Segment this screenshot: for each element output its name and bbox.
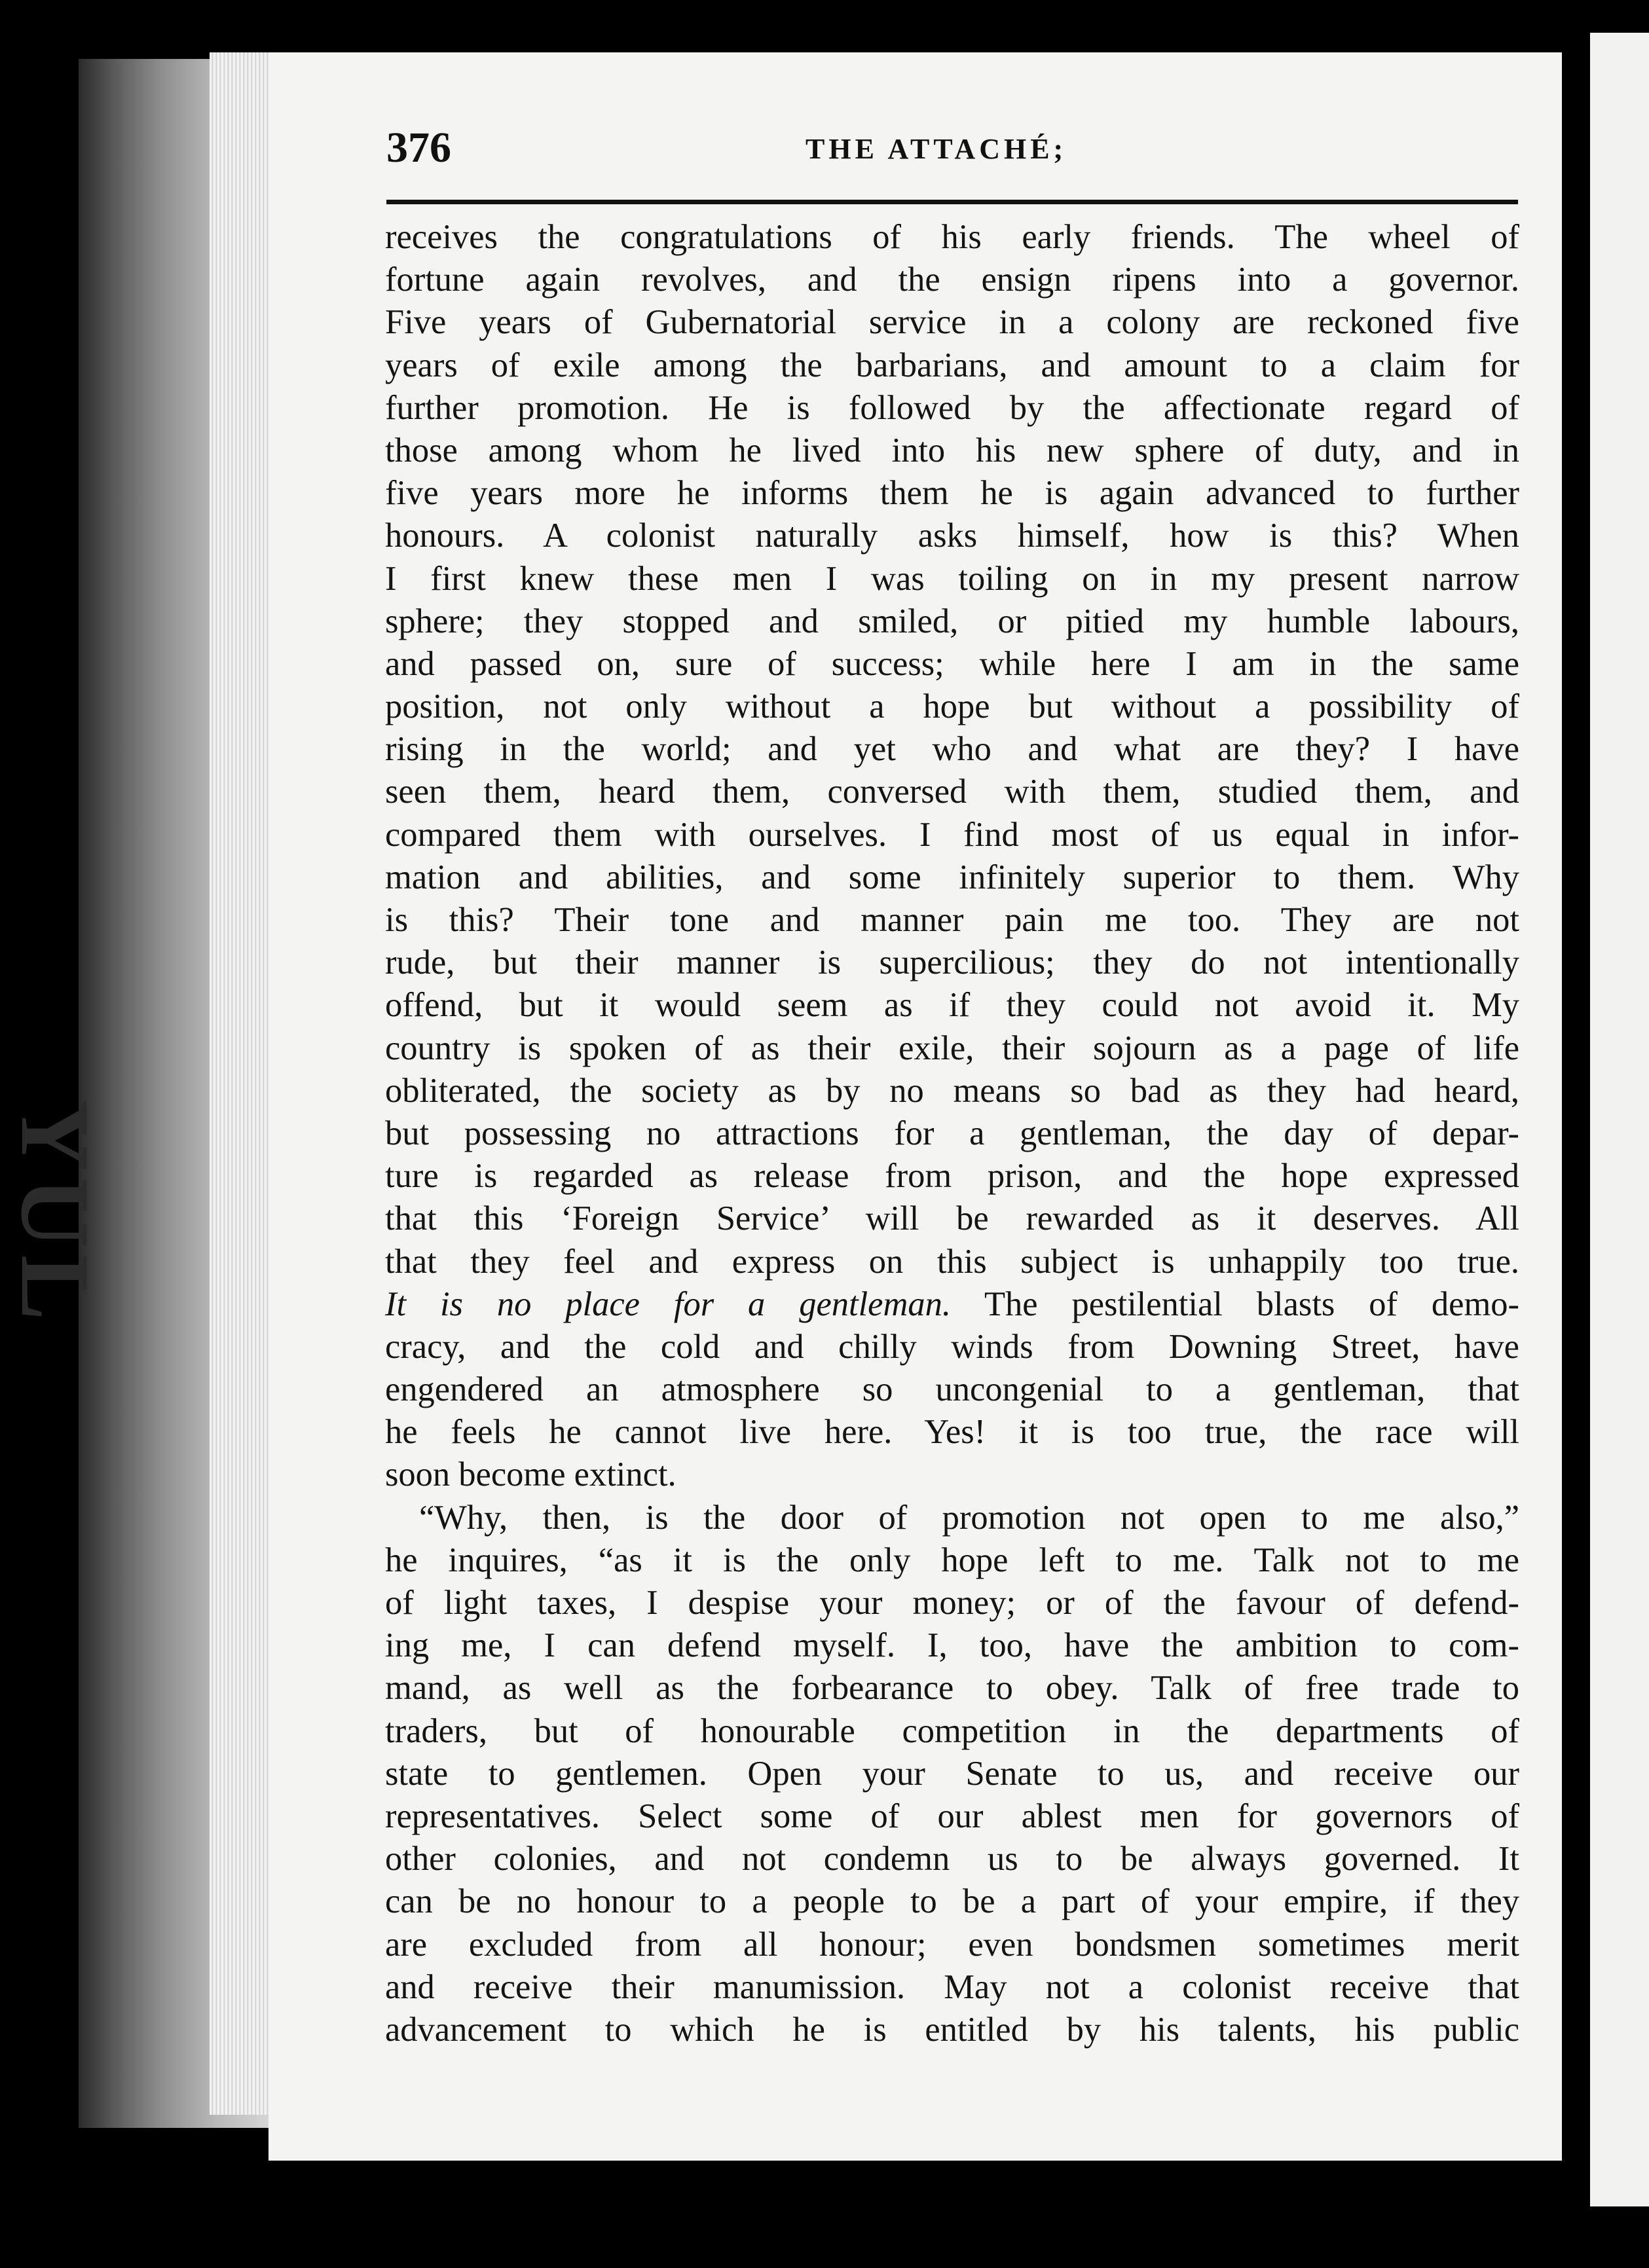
text-line: representatives. Select some of our ablest men for governors of bbox=[385, 1797, 1519, 1835]
italic-phrase: It is no place for a gentleman. bbox=[385, 1285, 952, 1323]
text-line: ture is regarded as release from prison, and the hope expressed bbox=[385, 1157, 1519, 1196]
text-line: he inquires, “as it is the only hope left to me. Talk not to me bbox=[385, 1541, 1519, 1579]
text-line: country is spoken of as their exile, their sojourn as a page of life bbox=[385, 1029, 1519, 1067]
text-line: Five years of Gubernatorial service in a colony are reckoned five bbox=[385, 303, 1519, 342]
text-line: he feels he cannot live here. Yes! it is too true, the race will bbox=[385, 1413, 1519, 1452]
text-line: ing me, I can defend myself. I, too, have the ambition to com- bbox=[385, 1626, 1519, 1665]
text-line: five years more he informs them he is again advanced to further bbox=[385, 474, 1519, 513]
text-line: rude, but their manner is supercilious; they do not intentionally bbox=[385, 943, 1519, 982]
text-line: fortune again revolves, and the ensign ripens into a governor. bbox=[385, 261, 1519, 299]
page-number: 376 bbox=[386, 124, 451, 172]
text-line: soon become extinct. bbox=[385, 1455, 676, 1494]
text-line: and receive their manumission. May not a colonist receive that bbox=[385, 1967, 1519, 2006]
text-line: engendered an atmosphere so uncongenial to a gentleman, that bbox=[385, 1370, 1519, 1409]
text-line: mand, as well as the forbearance to obey. Talk of free trade to bbox=[385, 1669, 1519, 1708]
page-edges bbox=[210, 52, 272, 2115]
text-line: are excluded from all honour; even bondsmen sometimes merit bbox=[385, 1925, 1519, 1964]
text-line: is this? Their tone and manner pain me too. They are not bbox=[385, 901, 1519, 939]
spine-label: YUL bbox=[1, 1100, 109, 1327]
text-line: traders, but of honourable competition in the departments of bbox=[385, 1711, 1519, 1750]
text-line: and passed on, sure of success; while here I am in the same bbox=[385, 644, 1519, 683]
text-line: I first knew these men I was toiling on in my present narrow bbox=[385, 559, 1519, 598]
running-head: THE ATTACHÉ; bbox=[806, 133, 1067, 165]
text-line: obliterated, the society as by no means so bad as they had heard, bbox=[385, 1071, 1519, 1110]
text-line: cracy, and the cold and chilly winds from Downing Street, have bbox=[385, 1327, 1519, 1366]
text-line: position, not only without a hope but without a possibility of bbox=[385, 687, 1519, 726]
text-line: further promotion. He is followed by the affectionate regard of bbox=[385, 388, 1519, 427]
text-line: seen them, heard them, conversed with them, studied them, and bbox=[385, 773, 1519, 811]
text-line: of light taxes, I despise your money; or of the favour of defend- bbox=[385, 1584, 1519, 1622]
text-line: years of exile among the barbarians, and amount to a claim for bbox=[385, 346, 1519, 384]
text-line: receives the congratulations of his early friends. The wheel of bbox=[385, 218, 1519, 256]
text-line: other colonies, and not condemn us to be always governed. It bbox=[385, 1840, 1519, 1878]
paragraph-1 bbox=[385, 216, 1519, 1497]
text-line: compared them with ourselves. I find most of us equal in infor- bbox=[385, 815, 1519, 854]
text-line: honours. A colonist naturally asks himself, how is this? When bbox=[385, 517, 1519, 555]
text-line: state to gentlemen. Open your Senate to us, and receive our bbox=[385, 1754, 1519, 1793]
text-line: “Why, then, is the door of promotion not open to me also,” bbox=[419, 1498, 1519, 1537]
header-rule bbox=[386, 200, 1518, 204]
text-line: sphere; they stopped and smiled, or pitied my humble labours, bbox=[385, 602, 1519, 640]
text-line: that they feel and express on this subject is unhappily too true. bbox=[385, 1242, 1519, 1281]
text-line: but possessing no attractions for a gentleman, the day of depar- bbox=[385, 1114, 1519, 1152]
facing-page-edge bbox=[1590, 33, 1649, 2206]
text-line: offend, but it would seem as if they could not avoid it. My bbox=[385, 986, 1519, 1025]
text-line: those among whom he lived into his new sphere of duty, and in bbox=[385, 431, 1519, 469]
text-line: that this ‘Foreign Service’ will be rewarded as it deserves. All bbox=[385, 1199, 1519, 1238]
text-line: advancement to which he is entitled by his talents, his public bbox=[385, 2010, 1519, 2049]
paragraph-2 bbox=[385, 1497, 1519, 2051]
text-line-italic bbox=[385, 1283, 1519, 1326]
text-line: can be no honour to a people to be a part of your empire, if they bbox=[385, 1882, 1519, 1921]
text-fragment: The pestilential blasts of demo- bbox=[951, 1285, 1520, 1323]
page-header bbox=[386, 123, 1518, 189]
text-line: rising in the world; and yet who and what are they? I have bbox=[385, 730, 1519, 769]
page-body bbox=[385, 216, 1519, 2051]
text-line: mation and abilities, and some infinitely superior to them. Why bbox=[385, 858, 1519, 896]
book-page bbox=[269, 52, 1562, 2161]
